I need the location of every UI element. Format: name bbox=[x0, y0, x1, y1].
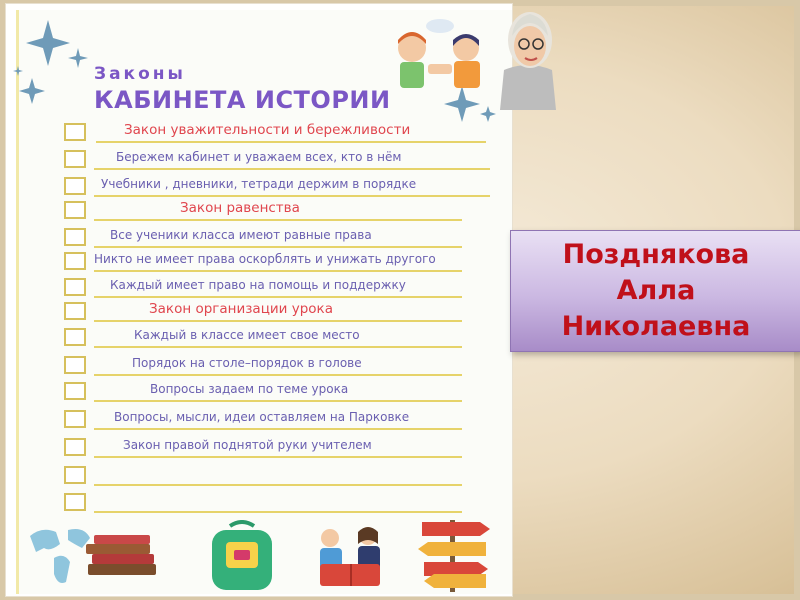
sparkle-star-icon bbox=[12, 18, 92, 108]
rule-underline bbox=[94, 195, 490, 197]
rule-underline bbox=[94, 374, 462, 376]
rule-text: Каждый имеет право на помощь и поддержку bbox=[110, 278, 406, 292]
rule-text: Вопросы, мысли, идеи оставляем на Парковке bbox=[114, 410, 410, 424]
checkbox[interactable] bbox=[64, 150, 86, 168]
rule-text: Порядок на столе–порядок в голове bbox=[132, 356, 362, 370]
rule-row bbox=[6, 226, 512, 252]
checkbox[interactable] bbox=[64, 382, 86, 400]
rule-row bbox=[6, 148, 512, 174]
rule-row bbox=[6, 276, 512, 302]
rule-text: Никто не имеет права оскорблять и унижать другого bbox=[94, 252, 436, 266]
rule-row bbox=[6, 436, 512, 462]
checkbox[interactable] bbox=[64, 410, 86, 428]
rules-poster bbox=[6, 4, 512, 596]
rule-underline bbox=[94, 296, 462, 298]
checkbox[interactable] bbox=[64, 356, 86, 374]
rule-underline bbox=[94, 346, 462, 348]
author-name-box bbox=[510, 230, 800, 352]
checkbox[interactable] bbox=[64, 493, 86, 511]
checkbox[interactable] bbox=[64, 302, 86, 320]
checkbox[interactable] bbox=[64, 201, 86, 219]
rule-underline bbox=[94, 168, 490, 170]
checkbox[interactable] bbox=[64, 177, 86, 195]
rule-underline bbox=[94, 428, 462, 430]
rule-underline bbox=[94, 511, 462, 513]
rule-row bbox=[6, 380, 512, 406]
rule-row bbox=[6, 300, 512, 326]
rule-underline bbox=[96, 141, 486, 143]
author-first-name: Алла bbox=[616, 275, 696, 306]
rule-text: Каждый в классе имеет свое место bbox=[134, 328, 360, 342]
checkbox[interactable] bbox=[64, 123, 86, 141]
author-surname: Позднякова bbox=[562, 239, 750, 270]
rule-underline bbox=[94, 270, 462, 272]
checkbox[interactable] bbox=[64, 438, 86, 456]
rule-text: Закон правой поднятой руки учителем bbox=[123, 438, 372, 452]
children-illustration bbox=[384, 18, 494, 90]
rule-text: Бережем кабинет и уважаем всех, кто в нём bbox=[116, 150, 402, 164]
law-heading: Закон организации урока bbox=[149, 301, 333, 317]
teacher-avatar bbox=[498, 0, 558, 110]
school-backpack-icon bbox=[204, 520, 280, 592]
rule-underline bbox=[94, 320, 462, 322]
signpost-icon bbox=[408, 514, 500, 594]
rule-underline bbox=[94, 246, 462, 248]
rule-row bbox=[6, 354, 512, 380]
checkbox[interactable] bbox=[64, 278, 86, 296]
poster-subtitle: Законы bbox=[94, 64, 186, 84]
rule-row bbox=[6, 199, 512, 225]
rule-row bbox=[6, 408, 512, 434]
rule-row bbox=[6, 121, 512, 147]
law-heading: Закон равенства bbox=[180, 200, 300, 216]
rule-row bbox=[6, 464, 512, 490]
rule-text: Все ученики класса имеют равные права bbox=[110, 228, 372, 242]
rule-row bbox=[6, 250, 512, 276]
rule-underline bbox=[94, 400, 462, 402]
rule-underline bbox=[94, 484, 462, 486]
rule-underline bbox=[94, 219, 462, 221]
rule-text: Учебники , дневники, тетради держим в порядке bbox=[101, 177, 417, 191]
rule-row bbox=[6, 175, 512, 201]
rule-text: Вопросы задаем по теме урока bbox=[150, 382, 349, 396]
author-patronymic: Николаевна bbox=[561, 311, 751, 342]
poster-title: КАБИНЕТА ИСТОРИИ bbox=[94, 86, 391, 114]
books-stack-icon bbox=[84, 534, 164, 578]
rule-underline bbox=[94, 456, 462, 458]
law-heading: Закон уважительности и бережливости bbox=[124, 122, 411, 138]
checkbox[interactable] bbox=[64, 228, 86, 246]
reading-kids-illustration bbox=[306, 524, 396, 592]
checkbox[interactable] bbox=[64, 252, 86, 270]
checkbox[interactable] bbox=[64, 328, 86, 346]
checkbox[interactable] bbox=[64, 466, 86, 484]
rule-row bbox=[6, 326, 512, 352]
